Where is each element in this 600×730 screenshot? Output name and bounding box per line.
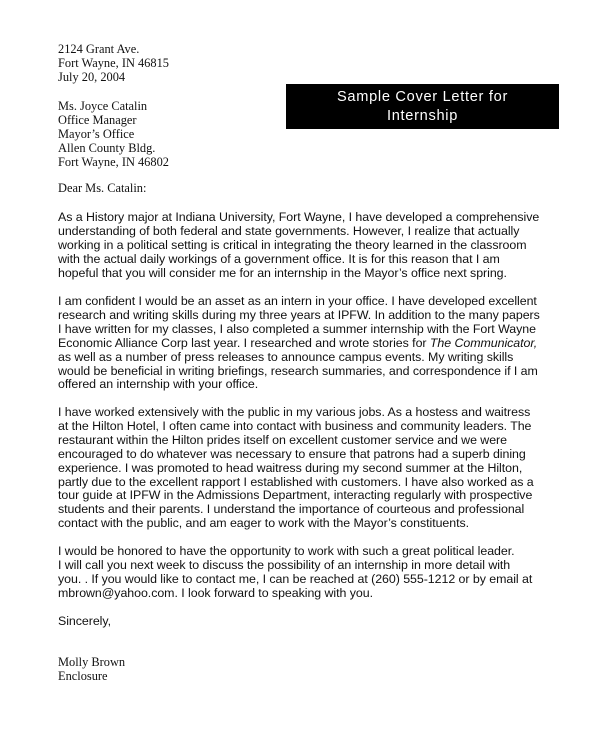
paragraph-line: working in a political setting is critical in integrating the theory learned in the classroom [58,237,527,252]
paragraph-line: I have worked extensively with the public in my various jobs. As a hostess and waitress [58,405,531,419]
paragraph-line: mbrown@yahoo.com. I look forward to speaking with you. [58,585,373,600]
paragraph-line: contact with the public, and am eager to work with the Mayor’s constituents. [58,516,470,531]
publication-title: The Communicator, [429,335,538,350]
paragraph-3 [58,406,548,531]
recipient-office: Mayor’s Office [58,126,135,141]
paragraph-line: with the actual daily workings of a government office. It is for this reason that I am [58,251,500,266]
salutation [58,182,548,196]
paragraph-line: I would be honored to have the opportunity to work with such a great political leader. [58,544,515,558]
recipient-city: Fort Wayne, IN 46802 [58,154,169,169]
paragraph-line-prefix: Economic Alliance Corp last year. I researched and wrote stories for [58,335,430,350]
paragraph-line: I have written for my classes, I also completed a summer internship with the Fort Wayne [58,321,536,336]
letter-date: July 20, 2004 [58,69,126,84]
paragraph-line: students and their parents. I understand the importance of courteous and professional [58,502,525,517]
sender-address [58,43,548,85]
paragraph-4 [58,545,548,601]
sender-street: 2124 Grant Ave. [58,42,140,56]
salutation-text: Dear Ms. Catalin: [58,181,147,195]
paragraph-2 [58,295,548,392]
recipient-name: Ms. Joyce Catalin [58,99,148,113]
signature-block [58,656,548,684]
recipient-building: Allen County Bldg. [58,140,156,155]
closing [58,615,548,629]
paragraph-line: would be beneficial in writing briefings, research summaries, and correspondence if I am [58,363,538,378]
recipient-address [58,100,548,170]
paragraph-line: offered an internship with your office. [58,377,259,392]
paragraph-line: partly due to the excellent rapport I established with customers. I have also worked as a [58,474,534,489]
paragraph-line: understanding of both federal and state governments. However, I realize that actually [58,223,520,238]
paragraph-line: hopeful that you will consider me for an internship in the Mayor’s office next spring. [58,265,507,280]
closing-text: Sincerely, [58,614,111,628]
paragraph-1 [58,211,548,281]
paragraph-line [58,337,548,351]
banner-line-2: Internship [386,107,459,124]
paragraph-line: tour guide at IPFW in the Admissions Department, interacting regularly with prospective [58,488,533,503]
paragraph-line: I will call you next week to discuss the possibility of an internship in more detail with [58,557,511,572]
signature-name: Molly Brown [58,655,126,669]
paragraph-line: encouraged to do whatever was necessary to ensure that patrons had a superb dining [58,446,526,461]
paragraph-line: I am confident I would be an asset as an intern in your office. I have developed excellent [58,294,537,308]
paragraph-line: at the Hilton Hotel, I often came into contact with business and community leaders. The [58,418,532,433]
paragraph-line: As a History major at Indiana University, Fort Wayne, I have developed a comprehensive [58,210,540,224]
enclosure-note: Enclosure [58,668,108,683]
recipient-title: Office Manager [58,112,137,127]
paragraph-line: restaurant within the Hilton prides itself on excellent customer service and we were [58,432,507,447]
paragraph-line: you. . If you would like to contact me, I can be reached at (260) 555-1212 or by email at [58,571,533,586]
sender-city: Fort Wayne, IN 46815 [58,55,169,70]
paragraph-line: experience. I was promoted to head waitress during my second summer at the Hilton, [58,460,523,475]
paragraph-line: research and writing skills during my three years at IPFW. In addition to the many papers [58,307,540,322]
paragraph-line: as well as a number of press releases to announce campus events. My writing skills [58,349,514,364]
banner-line-1: Sample Cover Letter for [336,89,509,105]
